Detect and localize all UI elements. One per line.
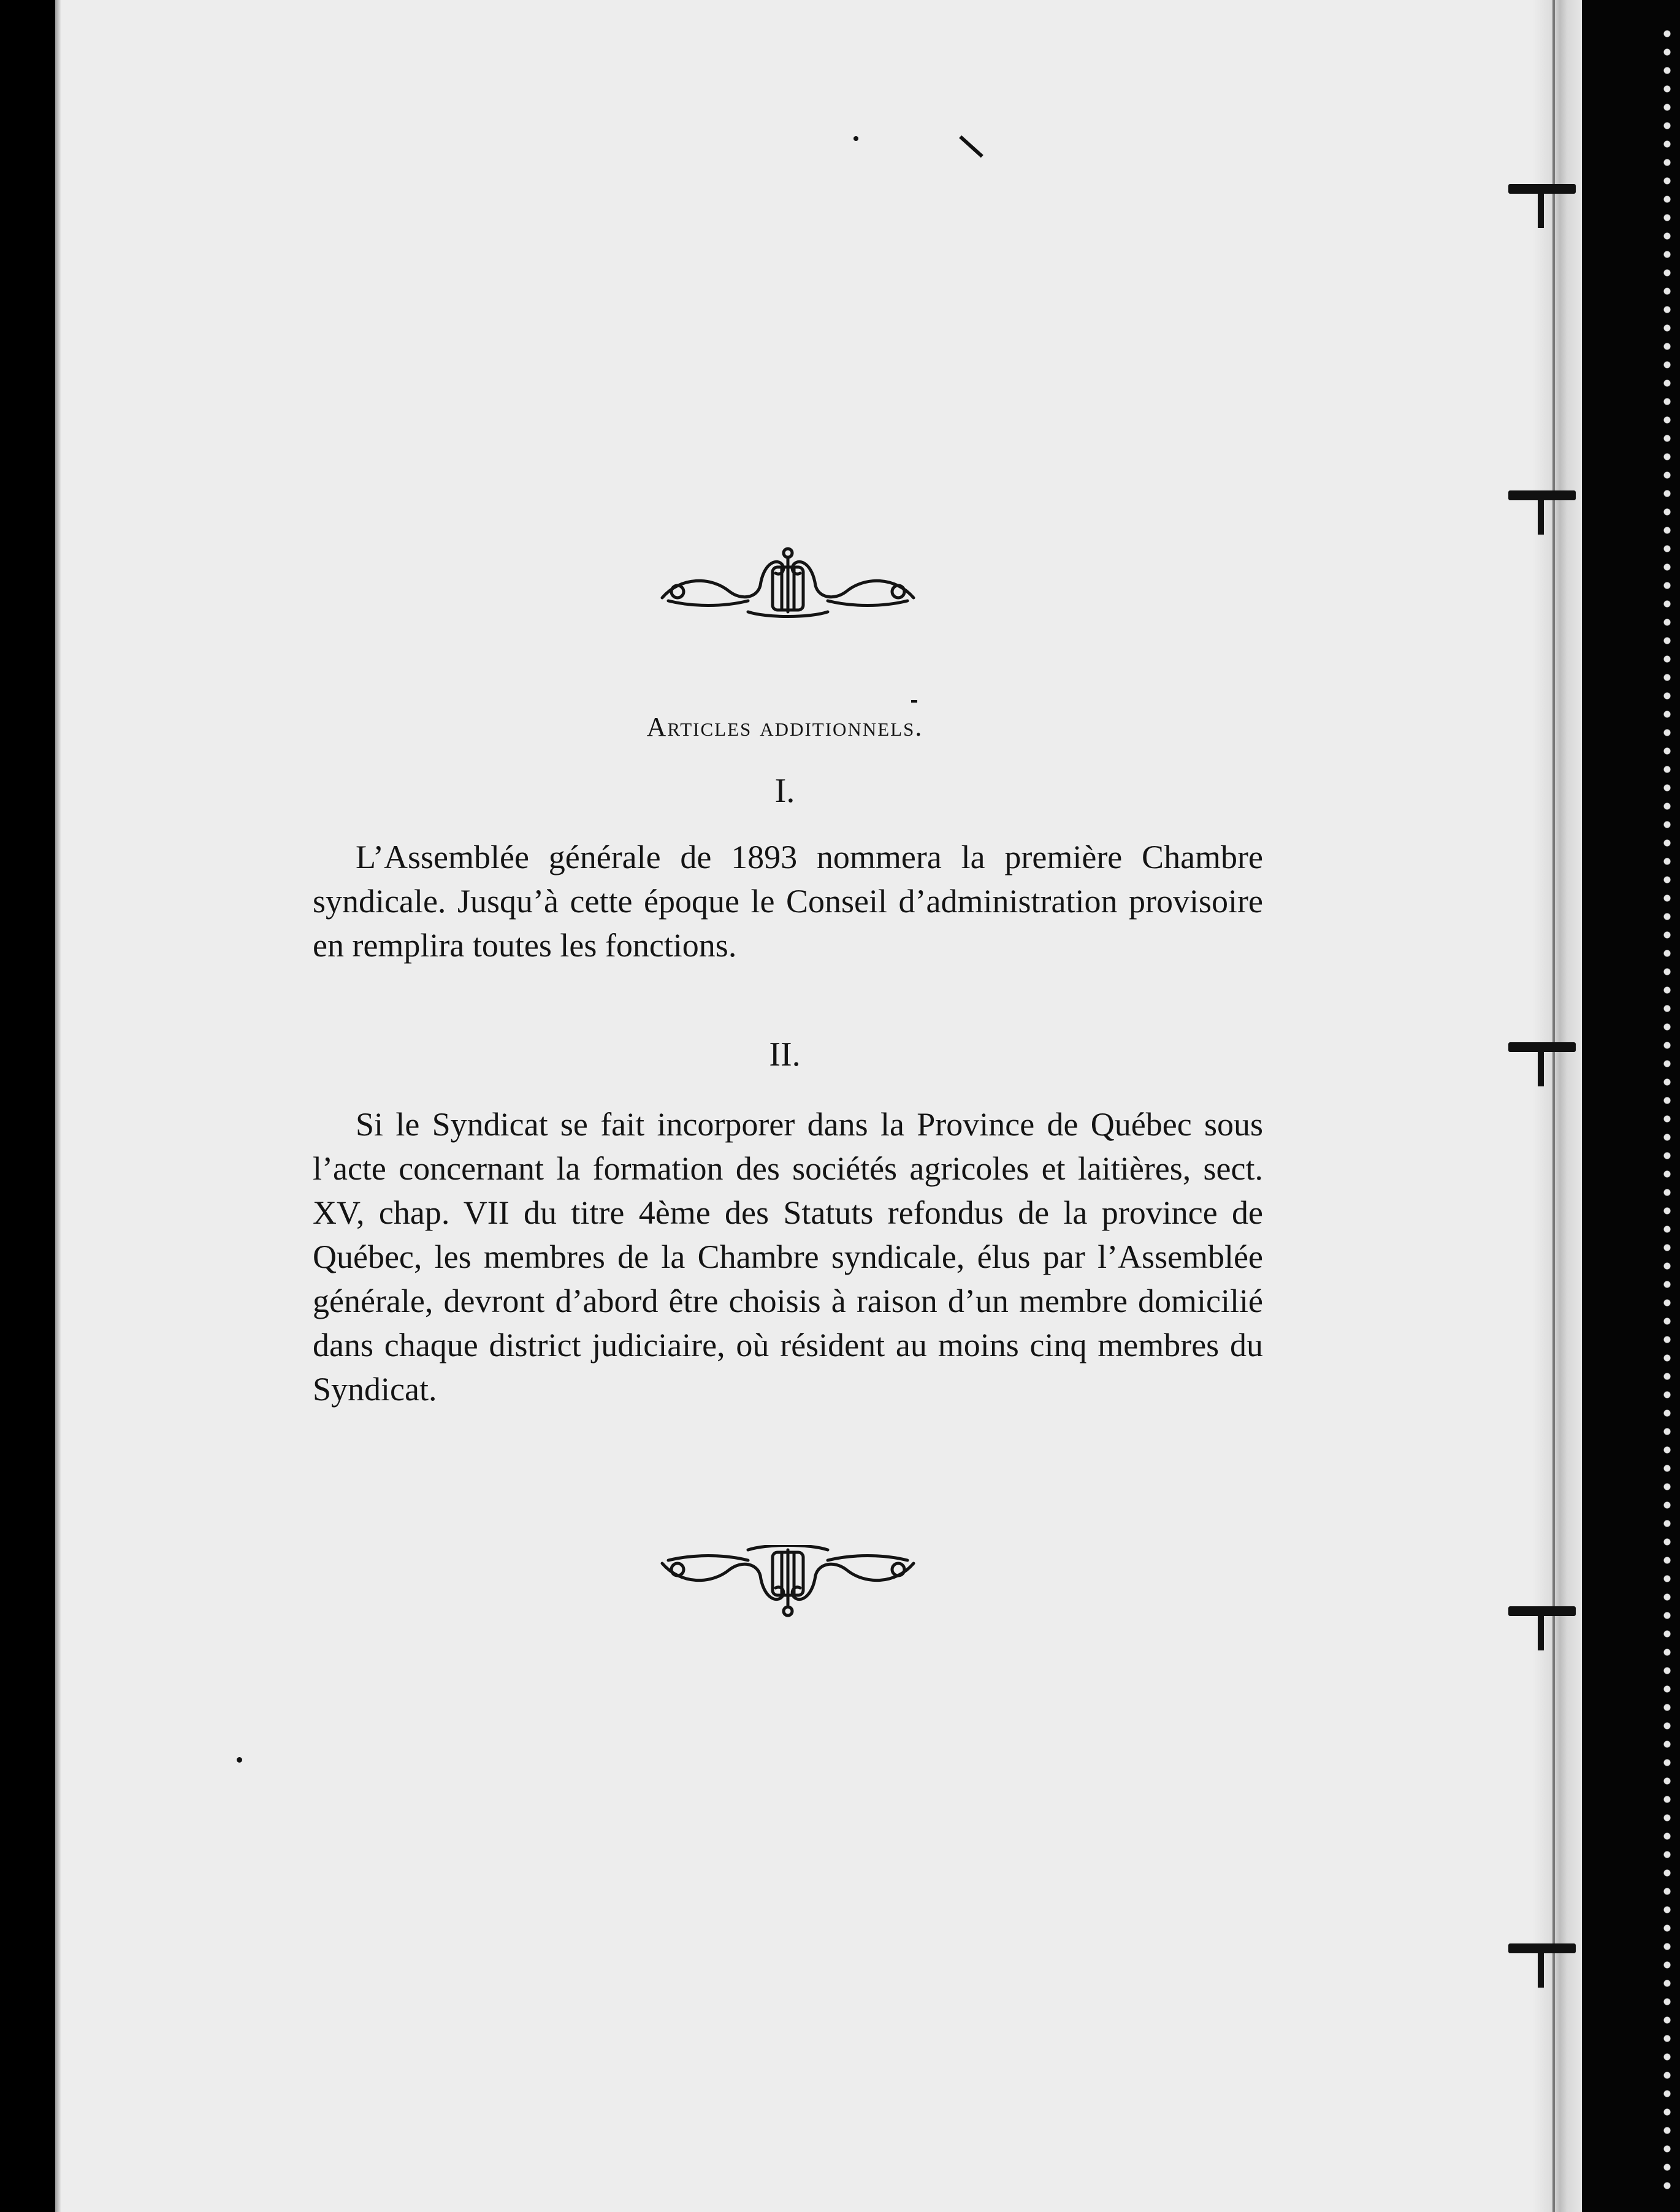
article-number: I. bbox=[774, 772, 795, 810]
decorative-ornament-bottom bbox=[656, 1545, 920, 1625]
section-heading: Articles additionnels. bbox=[646, 712, 923, 742]
article-number: II. bbox=[769, 1035, 801, 1074]
article-paragraph: L’Assemblée générale de 1893 nommera la première Chambre syndicale. Jusqu’à cette époque le Conseil d’administration provisoire en remplira toutes les fonctions. bbox=[313, 839, 1263, 964]
article-paragraph: Si le Syndicat se fait incorporer dans la Province de Québec sous l’acte concernant la formation des sociétés agricoles et laitières, sect. XV, chap. VII du titre 4ème des Statuts refondus de la province de Québec, les membres de la Chambre syndicale, élus par l’Assemblée générale, devront d’abord être choisis à raison d’un membre domicilié dans chaque district judiciaire, où résident au moins cinq membres du Syndicat. bbox=[313, 1106, 1263, 1408]
decorative-ornament-top bbox=[656, 540, 920, 619]
